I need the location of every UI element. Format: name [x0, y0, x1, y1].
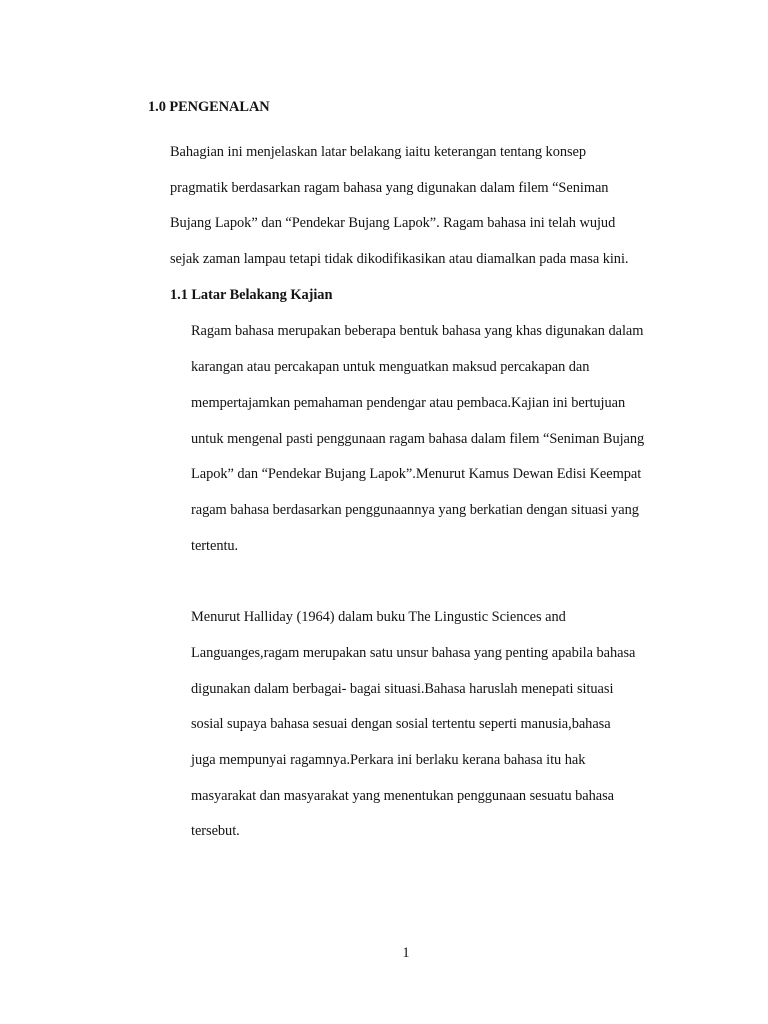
paragraph2-line: Menurut Halliday (1964) dalam buku The Lingustic Sciences and	[191, 609, 566, 625]
intro-line: Bahagian ini menjelaskan latar belakang iaitu keterangan tentang konsep	[170, 144, 587, 160]
intro-line: sejak zaman lampau tetapi tidak dikodifikasikan atau diamalkan pada masa kini.	[170, 251, 629, 267]
paragraph1-line: Lapok” dan “Pendekar Bujang Lapok”.Menurut Kamus Dewan Edisi Keempat	[191, 466, 642, 482]
section-heading: 1.0 PENGENALAN	[148, 99, 270, 115]
intro-line: pragmatik berdasarkan ragam bahasa yang digunakan dalam filem “Seniman	[170, 180, 609, 196]
paragraph2-line: digunakan dalam berbagai- bagai situasi.Bahasa haruslah menepati situasi	[191, 681, 614, 697]
paragraph1-line: tertentu.	[191, 538, 239, 554]
paragraph2-line: Languanges,ragam merupakan satu unsur bahasa yang penting apabila bahasa	[191, 645, 636, 661]
paragraph1-line: ragam bahasa berdasarkan penggunaannya yang berkatian dengan situasi yang	[191, 502, 639, 518]
paragraph2-line: juga mempunyai ragamnya.Perkara ini berlaku kerana bahasa itu hak	[191, 752, 586, 768]
subsection-heading: 1.1 Latar Belakang Kajian	[170, 287, 333, 303]
paragraph1-line: Ragam bahasa merupakan beberapa bentuk bahasa yang khas digunakan dalam	[191, 323, 644, 339]
paragraph2-line: masyarakat dan masyarakat yang menentukan penggunaan sesuatu bahasa	[191, 788, 615, 804]
paragraph1-line: untuk mengenal pasti penggunaan ragam bahasa dalam filem “Seniman Bujang	[191, 431, 645, 447]
paragraph1-line: mempertajamkan pemahaman pendengar atau pembaca.Kajian ini bertujuan	[191, 395, 626, 411]
page-number: 1	[402, 945, 410, 961]
paragraph2-line: sosial supaya bahasa sesuai dengan sosial tertentu seperti manusia,bahasa	[191, 716, 611, 732]
intro-line: Bujang Lapok” dan “Pendekar Bujang Lapok”. Ragam bahasa ini telah wujud	[170, 215, 616, 231]
paragraph2-line: tersebut.	[191, 823, 240, 839]
paragraph1-line: karangan atau percakapan untuk menguatkan maksud percakapan dan	[191, 359, 590, 375]
